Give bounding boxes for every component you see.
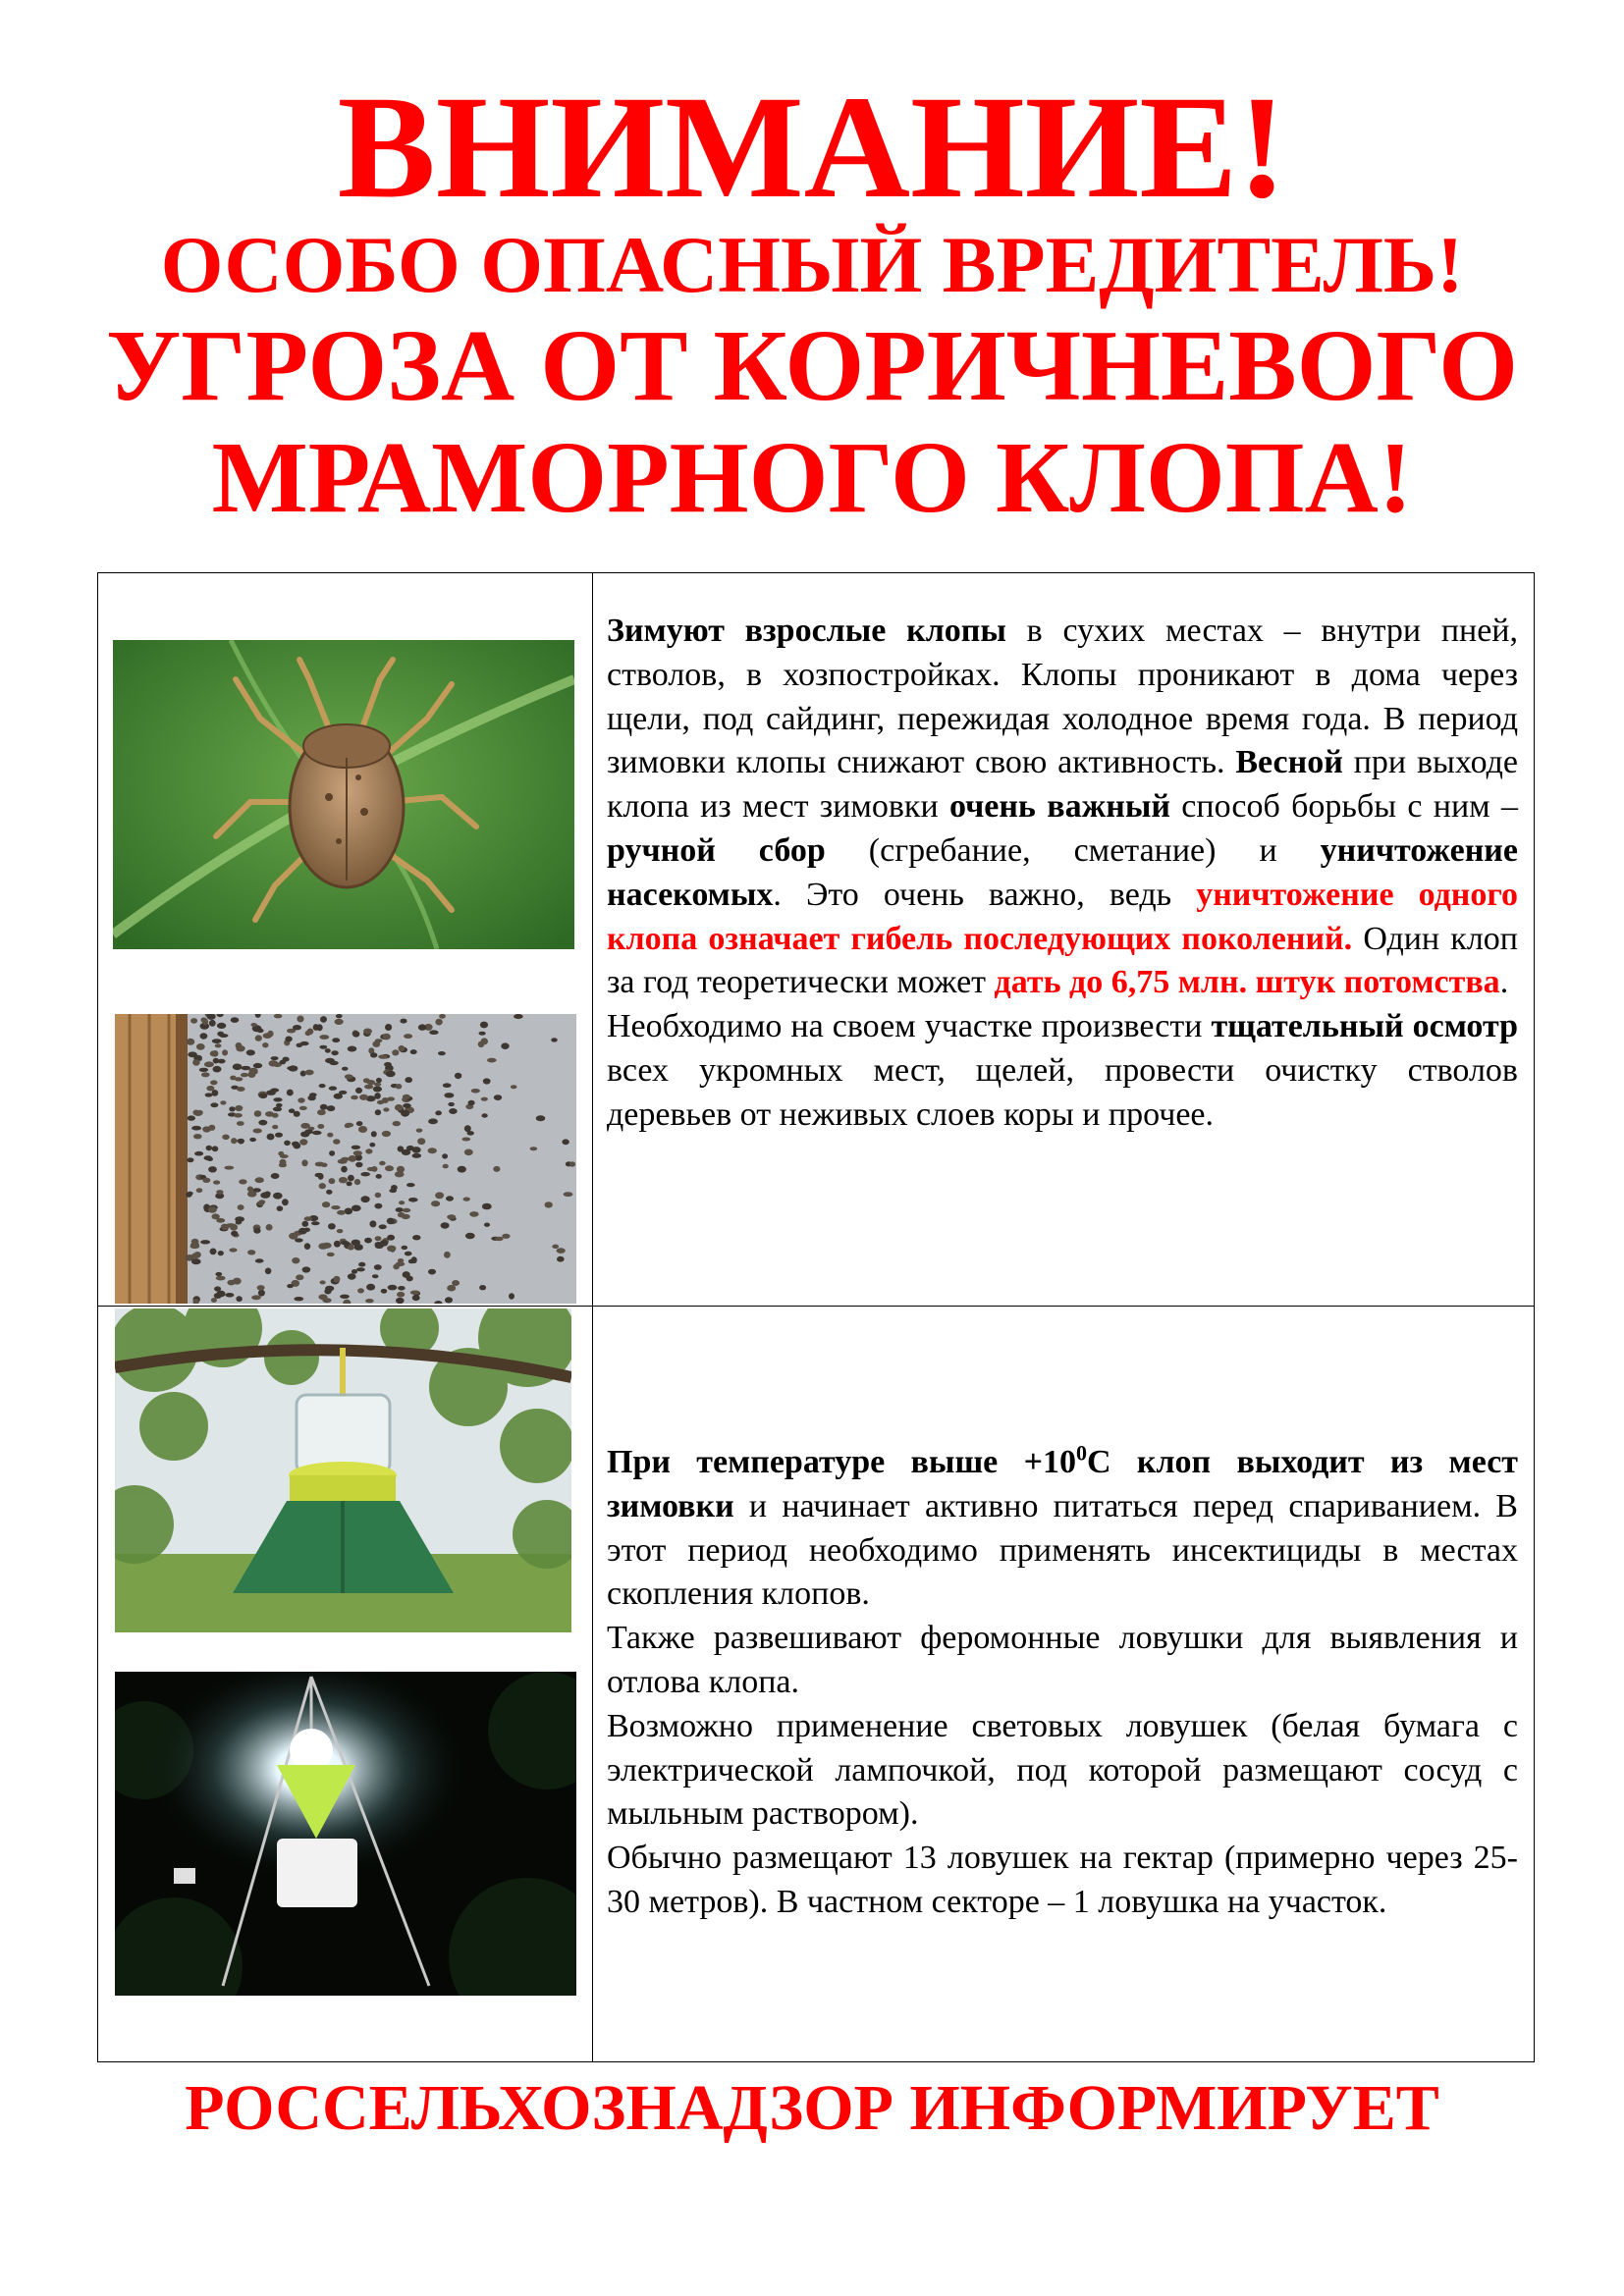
paragraph-light-traps: Возможно применение световых ловушек (белая бумага с электрической лампочкой, под которой размещают сосуд с мыльным раствором).: [607, 1707, 1518, 1833]
text-block-traps: [607, 1441, 1518, 1925]
paragraph-temperature: При температуре выше $+10^0С$ клоп выходит из мест зимовки и начинает активно питаться перед спариванием. В этот период необходимо применять инсектициды в местах скопления клопов.: [607, 1440, 1518, 1613]
paragraph-inspection: Необходимо на своем участке произвести тщательный осмотр всех укромных мест, щелей, провести очистку стволов деревьев от неживых слоев коры и прочее.: [607, 1008, 1519, 1133]
paragraph-wintering: Зимуют взрослые клопы в сухих местах – внутри пней, стволов, в хозпостройках. Клопы проникают в дома через щели, под сайдинг, пережидая холодное время года. В период зимовки клопы снижают свою активность. Весной при выходе клопа из мест зимовки очень важный способ борьбы с ним – ручной сбор (сгребание, сметание) и уничтожение насекомых. Это очень важно, ведь уничтожение одного клопа означает гибель последующих поколений. Один клоп за год теоретически может дать до 6,75 млн. штук потомства.: [607, 613, 1519, 1001]
headline-dangerous-pest: ОСОБО ОПАСНЫЙ ВРЕДИТЕЛЬ!: [160, 220, 1464, 309]
footer-rosselkhoznadzor: РОССЕЛЬХОЗНАДЗОР ИНФОРМИРУЕТ: [185, 2072, 1439, 2144]
table-row-divider: [97, 1306, 1534, 1307]
photo-bug-swarm-on-wall: [115, 1014, 576, 1304]
paragraph-trap-density: Обычно размещают 13 ловушек на гектар (примерно через 25-30 метров). В частном секторе – 1 ловушка на участок.: [607, 1840, 1518, 1920]
headline-threat-line1: УГРОЗА ОТ КОРИЧНЕВОГО: [105, 309, 1519, 422]
text-block-wintering: [607, 610, 1518, 1138]
photo-stink-bug-on-leaf: [113, 640, 574, 949]
headline-threat-line2: МРАМОРНОГО КЛОПА!: [211, 421, 1413, 534]
photo-light-trap-night: [115, 1672, 576, 1996]
photo-pheromone-trap: [115, 1308, 571, 1632]
headline-attention: ВНИМАНИЕ!: [337, 66, 1287, 229]
table-column-divider: [592, 572, 593, 2061]
paragraph-pheromone-traps: Также развешивают феромонные ловушки для выявления и отлова клопа.: [607, 1620, 1518, 1700]
